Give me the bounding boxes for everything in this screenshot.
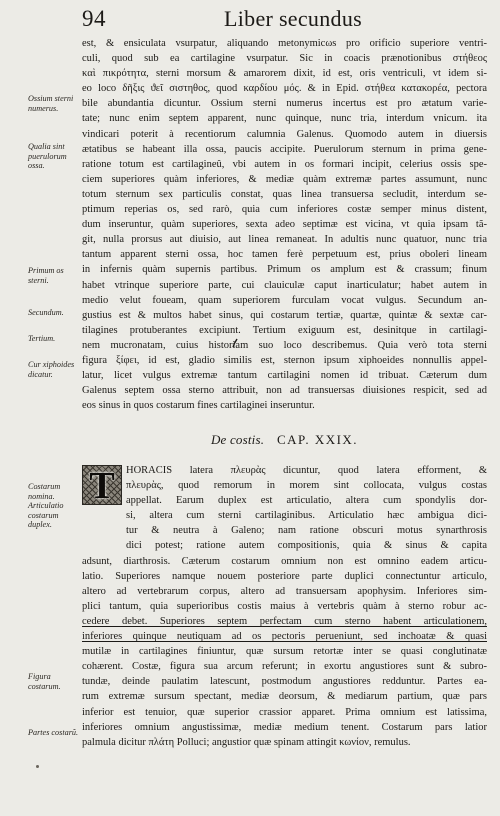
text-block-costae bbox=[82, 463, 487, 750]
text-line: dici potest; ratione autem compositionis, quia & sinus & capita bbox=[126, 540, 487, 552]
text-line: καὶ πικρότητα, sterni morsum & amarorem dixit, id est, oris ventriculi, vt idem si- bbox=[82, 68, 487, 80]
text-line: culi, quod sub ea cartilagine vsurpatur. Sic in coacis prænotionibus στήθεος bbox=[82, 53, 487, 65]
text-line: Galenus septem ossa sterno attribuit, non ad transuersas diuisiones respicit, sed ad bbox=[82, 385, 487, 397]
text-line: latur, licet vulgus extremæ tantum cartilagini nomen id tribuat. Cæterum dum bbox=[82, 370, 487, 382]
text-line-underlined: inferiores quinque neutiquam ad os pectoris perueniunt, sed inchoatæ & quasi bbox=[82, 631, 487, 643]
text-line: inferiores omnium angustissimæ, mediæ medium tenent. Costarum pars latior bbox=[82, 721, 487, 733]
text-line: in infernis quàm supernis partibus. Primum os amplum est & crassum; finum bbox=[82, 264, 487, 276]
margin-note-ossium: Ossium sterni numerus. bbox=[28, 94, 74, 113]
text-line: bile abundantia dicuntur. Ossium sterni numerus incertus est pro ætatum varie- bbox=[82, 98, 487, 110]
margin-note-costarum: Costarum nomina. Articulatio costarum duplex. bbox=[28, 482, 64, 529]
text-line: tantum apparent sterni ossa, hoc tamen ferè perpetuum est, prius oboleri lineam bbox=[82, 249, 487, 261]
page-header bbox=[0, 0, 500, 30]
text-line: figura ξίφει, id est, gladio similis est, sternon ipsum xiphoeides nonnullis appel- bbox=[82, 354, 487, 366]
text-line: ætatibus se habeant illa ossa, paucis accipite. Puerulorum sternum in prima gene- bbox=[82, 143, 487, 155]
text-line: est, & ensiculata vsurpatur, aliquando metonymicωs pro orificio superiore ventri- bbox=[82, 38, 487, 49]
text-line: ratione totum est cartilagineû, vbi autem in os formari incipit, celerius ossis spe- bbox=[82, 158, 487, 170]
text-line: plici tantum, quia superioribus costis maius à vertebris quàm à sterno robur ac- bbox=[82, 600, 487, 612]
text-line: tate; nunc enim septem apparent, nunc quinque, nunc tria, interdum vnicum. ita bbox=[82, 113, 487, 125]
text-line: si, altera cum sterni cartilaginibus. Articulatio hæc ambigua dici- bbox=[126, 510, 487, 522]
text-line: totum sternum sex particulis constat, quas linea transuersa secludit, interdum se- bbox=[82, 188, 487, 200]
text-line: git, nulla prorsus aut diuisio, aut linea remaneat. In adultis nunc quatuor, nunc tria bbox=[82, 234, 487, 246]
margin-note-secundum: Secundum. bbox=[28, 308, 64, 317]
text-line: palmula dicitur πλάτη Polluci; angustior quæ spinam attingit κωνίον, remulus. bbox=[82, 736, 411, 748]
text-line: cohærent. Costæ, figura sua arcum referunt; in exortu angustiores sunt & subro- bbox=[82, 661, 487, 673]
text-line: vindicari poterit à recentiorum calumnia Galenus. Quomodo autem in diuersis bbox=[82, 128, 487, 140]
text-line-underlined: cedere debet. Superiores septem perfectam cum sterno habent articulationem, bbox=[82, 615, 487, 627]
text-line: rum extremæ sursum spectant, mediæ deorsum, & mediarum partium, quæ pars bbox=[82, 691, 487, 703]
text-line: ciem superiores quàm inferiores, & mediæ quàm extremæ partes assumunt, nunc bbox=[82, 173, 487, 185]
initial-letter: T bbox=[89, 465, 115, 507]
text-line: appellat. Earum duplex est articulatio, altera cum spondylis dor- bbox=[126, 495, 487, 507]
margin-note-figura: Figura costarum. bbox=[28, 672, 61, 691]
text-line: tilagines protuberantes excipiunt. Tertium exiguum est, desinitque in cartilagi- bbox=[82, 324, 487, 336]
text-line: altero ad vertebrarum corpus, altero ad transuersam apophysim. Inferiores sim- bbox=[82, 585, 487, 597]
text-line: tundæ, deinde paulatim latescunt, postmodum angustiores redduntur. Partes ea- bbox=[82, 676, 487, 688]
ink-mark bbox=[232, 338, 238, 348]
text-line: nem mucronatam, cuius historiam suo loco describemus. Quia verò tota sterni bbox=[82, 339, 487, 351]
text-line: gustius est & multos habet sinus, qui costarum tertiæ, quartæ, quintæ & sextæ car- bbox=[82, 309, 487, 321]
text-line: eo loco δῆξις ϑεῖ σιστηθος, quod καρδίου μός. & in Epid. στήθεα κατακορέα, pectora bbox=[82, 83, 487, 95]
text-line: πλευρὰς, quod remorum in morem sint collocata, vulgus costas bbox=[126, 480, 487, 492]
margin-note-primum: Primum os sterni. bbox=[28, 266, 64, 285]
text-line: eos sinus in quos costarum fines cartilaginei inseruntur. bbox=[82, 400, 315, 412]
chapter-title: De costis. bbox=[210, 432, 265, 447]
text-line: ptimum reperias os, sed rarò, quia cum inferiores costæ semper minus distent, bbox=[82, 204, 487, 216]
page-number: 94 bbox=[82, 6, 106, 31]
text-line: HORACIS latera πλευρὰς dicuntur, quod latera efforment, & bbox=[126, 465, 487, 476]
margin-note-tertium: Tertium. bbox=[28, 334, 56, 343]
text-line: adsunt, diarthrosis. Cæterum costarum omnium non est omnino eadem articu- bbox=[82, 555, 487, 567]
text-line: habet vtrinque superiore parte, cui clauiculæ caput inarticulatur; habet autem in bbox=[82, 279, 487, 291]
running-head: Liber secundus bbox=[224, 6, 362, 31]
text-line: mutilæ in cartilagines finiuntur, quæ sursum retortæ inter se quasi conglutinatæ bbox=[82, 646, 487, 658]
text-line: tur & neutra à Galeno; nam ratione obscuri motus synarthrosis bbox=[126, 525, 487, 537]
text-block-sternum bbox=[82, 36, 487, 413]
page-speck bbox=[36, 765, 39, 768]
text-line: dum inseruntur, quàm superiores, sexta adeo septimæ est vicina, vt quia ipsam tã- bbox=[82, 219, 487, 231]
margin-note-puerulorum: Qualia sint puerulorum ossa. bbox=[28, 142, 67, 170]
text-line: latio. Superiores namque nouem posteriore parte duplici connectuntur articulo, bbox=[82, 570, 487, 582]
margin-note-xiphoides: Cur xiphoides dicatur. bbox=[28, 360, 75, 379]
chapter-number: CAP. XXIX. bbox=[276, 432, 359, 447]
text-line: inferior est tenuior, quæ superior crassior apparet. Prima omnium est latissima, bbox=[82, 706, 487, 718]
margin-note-partes: Partes costarũ. bbox=[28, 728, 79, 737]
chapter-heading bbox=[82, 432, 487, 448]
text-line: medio velut foueam, quam superiorem furculam vocat vulgus. Secundum an- bbox=[82, 294, 487, 306]
